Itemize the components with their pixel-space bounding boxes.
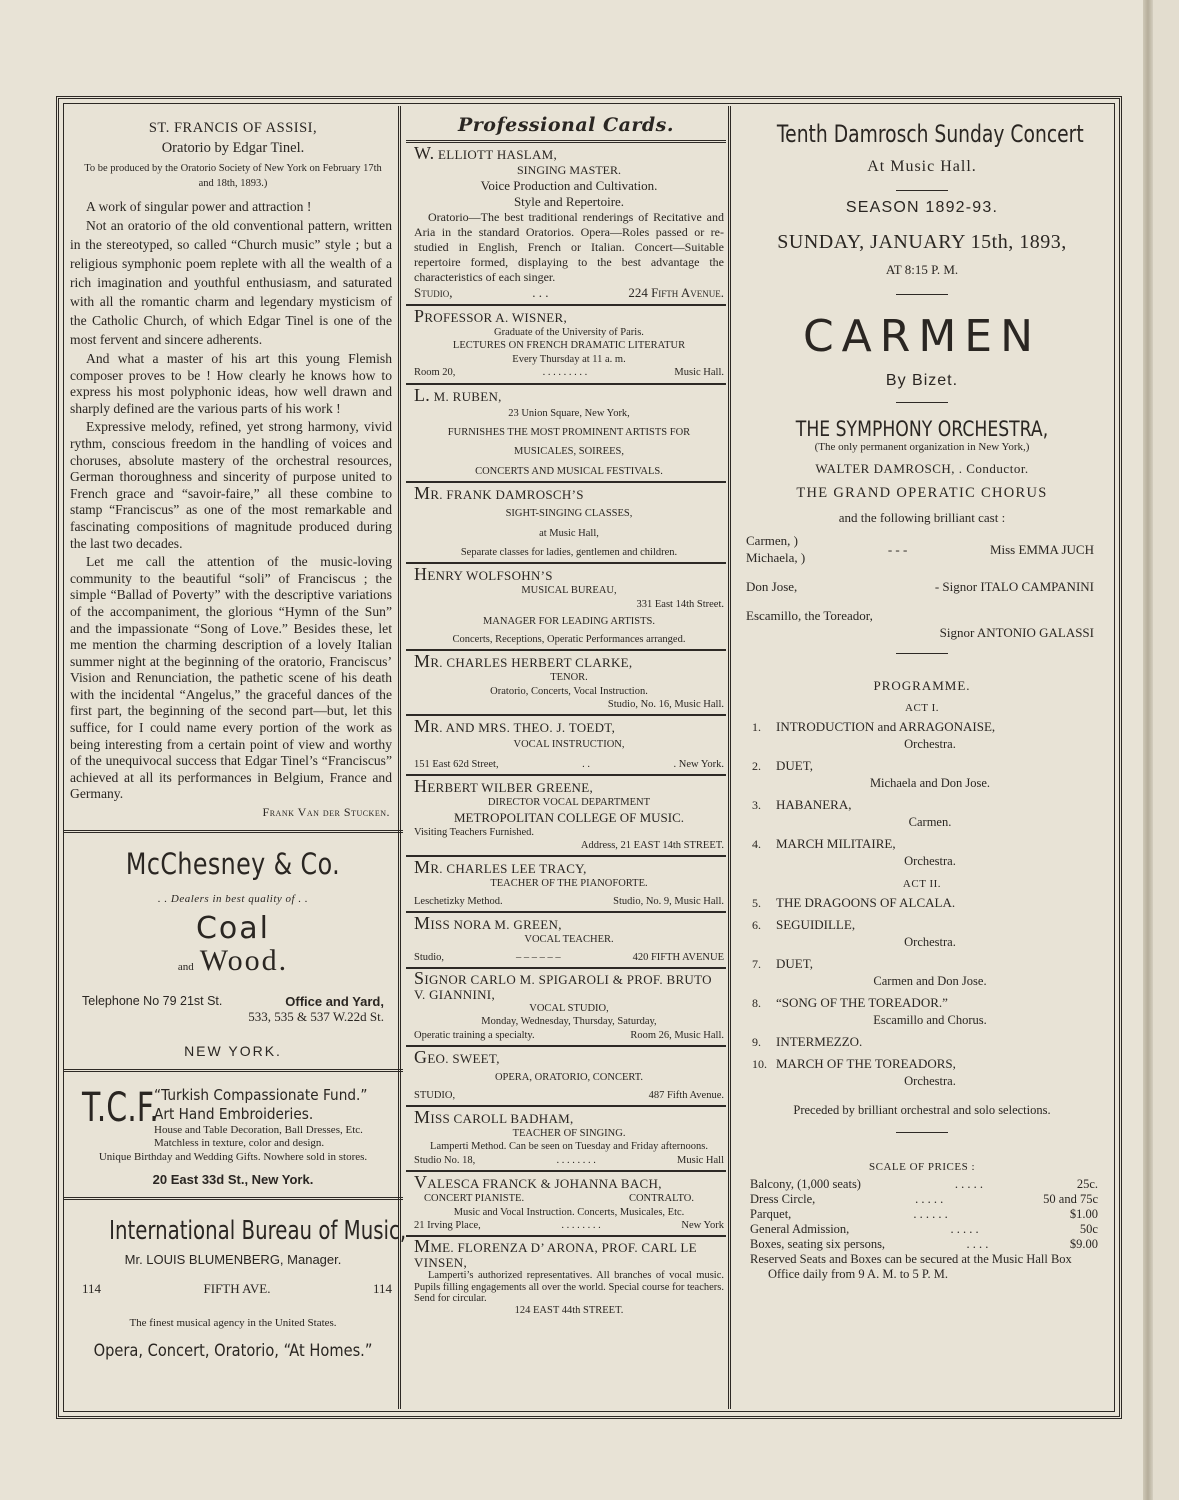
card-name-text: ALESCA FRANCK & JOHANNA BACH, bbox=[427, 1176, 662, 1192]
card-tracy bbox=[406, 857, 726, 913]
programme-item bbox=[736, 1055, 1108, 1090]
price-label: Dress Circle, bbox=[750, 1192, 816, 1206]
card-name bbox=[414, 566, 724, 584]
card-name bbox=[414, 485, 724, 503]
card-address-row bbox=[414, 1089, 724, 1102]
card-name-text: ELLIOTT HASLAM, bbox=[434, 147, 558, 162]
programme-item-line bbox=[752, 796, 1108, 814]
chorus: THE GRAND OPERATIC CHORUS bbox=[796, 485, 1048, 501]
short-rule bbox=[896, 294, 948, 295]
card-line: Graduate of the University of Paris. bbox=[494, 327, 644, 338]
ibm-services: Opera, Concert, Oratorio, “At Homes.” bbox=[93, 1341, 373, 1362]
card-line: Voice Production and Cultivation. bbox=[480, 178, 658, 193]
card-ruben bbox=[406, 385, 726, 484]
left-column bbox=[70, 106, 407, 1362]
card-studio-label: STUDIO, bbox=[414, 1089, 456, 1101]
programme-items-act1 bbox=[736, 718, 1108, 870]
card-name bbox=[414, 859, 724, 877]
price-value: 50c bbox=[1079, 1222, 1098, 1236]
card-studio-label: Studio, bbox=[414, 285, 453, 300]
card-place: Music Hall bbox=[677, 1154, 724, 1166]
price-dots: . . . . . bbox=[915, 1192, 944, 1206]
mcchesney-contact-row bbox=[70, 994, 396, 1009]
card-badham bbox=[406, 1107, 726, 1172]
article-paragraph: Not an oratorio of the old conventional pattern, written in the stereotyped, so called “Church music” style ; but a religious symphonic poem replete with all the wealth of a rich imagination and youthful enthusiasm, and saturated with all the romantic charm and legendary mysticism of the Catholic Church, of which Edgar Tinel is one of the most fervent and sincere adherents. bbox=[70, 218, 392, 347]
price-dots: . . . . . bbox=[950, 1222, 979, 1236]
mcchesney-coal: Coal bbox=[195, 911, 271, 947]
programme-item-title: MARCH MILITAIRE, bbox=[776, 836, 896, 851]
programme-item-line bbox=[752, 955, 1108, 973]
card-name-text: R. AND MRS. THEO. J. TOEDT, bbox=[430, 720, 616, 736]
price-row bbox=[750, 1207, 1098, 1222]
ibm-manager: Mr. LOUIS BLUMENBERG, Manager. bbox=[124, 1252, 342, 1268]
card-wolfsohn bbox=[406, 564, 726, 651]
programme-item-number: 7. bbox=[752, 957, 761, 971]
mcchesney-name: McChesney & Co. bbox=[125, 847, 341, 882]
tcf-embroideries: Art Hand Embroideries. bbox=[154, 1105, 314, 1124]
card-dots: . . . . . . . . bbox=[556, 1154, 596, 1166]
card-line: Style and Repertoire. bbox=[513, 194, 625, 209]
mcchesney-city: NEW YORK. bbox=[184, 1043, 282, 1060]
cast-role: Escamillo, the Toreador, bbox=[746, 608, 873, 623]
card-address: 21 Irving Place, bbox=[414, 1220, 481, 1232]
programme-item-title: THE DRAGOONS OF ALCALA. bbox=[776, 895, 956, 910]
price-row bbox=[750, 1177, 1098, 1192]
mcchesney-phone: Telephone No 79 21st St. bbox=[82, 994, 223, 1009]
price-dots: . . . . bbox=[966, 1237, 989, 1251]
card-name-initial: M bbox=[414, 483, 431, 504]
card-line: Studio, No. 16, Music Hall. bbox=[607, 698, 724, 710]
price-scale-title: SCALE OF PRICES : bbox=[869, 1161, 975, 1173]
card-name bbox=[414, 1236, 724, 1271]
card-name bbox=[414, 1049, 724, 1067]
ibm-number-right: 114 bbox=[372, 1281, 392, 1297]
card-dots: . . bbox=[582, 758, 590, 770]
card-name-initial: W. bbox=[414, 143, 435, 163]
card-line: 331 East 14th Street. bbox=[636, 598, 724, 610]
programme-item bbox=[736, 757, 1108, 792]
card-name-text: ME. FLORENZA D’ ARONA, PROF. CARL LE VINSEN, bbox=[414, 1240, 697, 1271]
programme-item bbox=[736, 994, 1108, 1029]
conductor: WALTER DAMROSCH, . Conductor. bbox=[815, 461, 1029, 476]
column-rule-right bbox=[728, 106, 731, 1409]
price-value: 25c. bbox=[1076, 1177, 1098, 1191]
card-method: Leschetizky Method. bbox=[414, 895, 503, 907]
article-note: To be produced by the Oratorio Society of New York on February 17th and 18th, 1893.) bbox=[84, 163, 382, 189]
card-line: SIGHT-SINGING CLASSES, bbox=[505, 508, 633, 520]
card-roles-row bbox=[414, 1192, 724, 1205]
card-address-row bbox=[414, 1029, 724, 1042]
card-line: Monday, Wednesday, Thursday, Saturday, bbox=[481, 1016, 657, 1028]
price-value: $9.00 bbox=[1069, 1237, 1098, 1251]
programme-item-number: 9. bbox=[752, 1035, 761, 1049]
ibm-ad bbox=[70, 1216, 407, 1362]
opera-composer: By Bizet. bbox=[885, 372, 959, 389]
card-line: SINGING MASTER. bbox=[516, 163, 621, 177]
price-label: Balcony, (1,000 seats) bbox=[750, 1177, 861, 1191]
card-name-text: ISS CAROLL BADHAM, bbox=[430, 1111, 574, 1126]
card-address-row bbox=[414, 758, 724, 771]
card-address-row bbox=[414, 1154, 724, 1167]
article-paragraph: Expressive melody, refined, yet strong harmony, vivid rythm, conscious freedom in the handling of voices and choruses, absolute mastery of the orchestral resources, German thoroughness and sincerity of purpose united to French grace and “savoir-faire,” all these combine to stamp “Franciscus” as one of the most remarkable and fascinating compositions of magnitude produced during the last two decades. bbox=[70, 419, 392, 551]
card-name-initial: P bbox=[414, 306, 425, 326]
card-line: FURNISHES THE MOST PROMINENT ARTISTS FOR bbox=[447, 427, 691, 439]
programme-item-title: HABANERA, bbox=[776, 797, 852, 812]
card-name-text: ERBERT WILBER GREENE, bbox=[427, 780, 594, 796]
card-line: Address, 21 EAST 14th STREET. bbox=[580, 839, 724, 851]
professional-cards-title: Professional Cards. bbox=[457, 114, 674, 136]
card-name-initial: M bbox=[414, 913, 431, 934]
card-name bbox=[414, 718, 724, 736]
act-heading: ACT II. bbox=[902, 878, 942, 890]
column-rule-left bbox=[398, 106, 401, 1409]
card-wisner bbox=[406, 306, 726, 385]
programme-item-line bbox=[752, 718, 1108, 736]
price-row bbox=[750, 1237, 1098, 1252]
programme-note: Preceded by brilliant orchestral and solo selections. bbox=[793, 1103, 1051, 1117]
card-name-initial: M bbox=[414, 1107, 431, 1127]
card-name bbox=[414, 653, 724, 671]
programme-item bbox=[736, 718, 1108, 753]
programme-item-number: 8. bbox=[752, 996, 761, 1010]
cast-row-juch bbox=[746, 532, 1094, 566]
tcf-fund-name: “Turkish Compassionate Fund.” bbox=[154, 1086, 368, 1105]
concert-season: SEASON 1892-93. bbox=[845, 199, 999, 216]
card-clarke bbox=[406, 651, 726, 716]
right-column bbox=[736, 106, 1108, 1282]
tcf-description: House and Table Decoration, Ball Dresses, Etc. Matchless in texture, color and design. bbox=[154, 1124, 363, 1150]
card-name-initial: G bbox=[414, 1047, 428, 1068]
cast-intro: and the following brilliant cast : bbox=[838, 510, 1006, 525]
concert-venue: At Music Hall. bbox=[867, 158, 977, 175]
price-label: Boxes, seating six persons, bbox=[750, 1237, 886, 1251]
short-rule bbox=[896, 190, 948, 191]
programme-item-performers: Orchestra. bbox=[904, 1074, 956, 1088]
card-name-text: R. CHARLES LEE TRACY, bbox=[430, 861, 587, 877]
card-description: Oratorio—The best traditional renderings of Recitative and Aria in the standard Oratorios. Opera—Roles passed or re-studied in English, French or Italian. Concert—Suitable repertoire formed, displaying to the best advantage the characteristics of each singer. bbox=[414, 210, 724, 284]
card-name-initial: M bbox=[414, 857, 431, 878]
programme-item bbox=[736, 916, 1108, 951]
price-value: $1.00 bbox=[1069, 1207, 1098, 1221]
programme-item bbox=[736, 955, 1108, 990]
cast-singer: - Signor ITALO CAMPANINI bbox=[934, 579, 1094, 594]
card-spigaroli bbox=[406, 969, 726, 1047]
reserved-seats-note: Reserved Seats and Boxes can be secured at the Music Hall Box Office daily from 9 A. M. to 5 P. M. bbox=[750, 1252, 1072, 1281]
programme-item-performers: Orchestra. bbox=[904, 854, 956, 868]
card-name-text: R. CHARLES HERBERT CLARKE, bbox=[430, 655, 633, 671]
tcf-logo: T.C.F. bbox=[82, 1085, 159, 1132]
concert-title: Tenth Damrosch Sunday Concert bbox=[776, 120, 1084, 148]
card-line: VOCAL INSTRUCTION, bbox=[513, 739, 625, 751]
programme-item-performers: Orchestra. bbox=[904, 737, 956, 751]
programme-item-performers: Escamillo and Chorus. bbox=[873, 1013, 987, 1027]
article-title: ST. FRANCIS OF ASSISI, bbox=[148, 120, 318, 136]
programme-item bbox=[736, 894, 1108, 912]
card-name-initial: H bbox=[414, 776, 428, 797]
short-rule bbox=[896, 1132, 948, 1133]
card-name-text: R. FRANK DAMROSCH’S bbox=[430, 487, 584, 503]
cast-role: Don Jose, bbox=[746, 579, 798, 594]
card-room: Room 20, bbox=[414, 367, 456, 379]
card-line: LECTURES ON FRENCH DRAMATIC LITERATUR bbox=[452, 340, 686, 352]
tcf-address: 20 East 33d St., New York. bbox=[152, 1172, 314, 1188]
article-subtitle: Oratorio by Edgar Tinel. bbox=[161, 140, 305, 156]
tcf-text bbox=[154, 1086, 397, 1150]
card-line: Oratorio, Concerts, Vocal Instruction. bbox=[490, 685, 648, 697]
price-label: General Admission, bbox=[750, 1222, 850, 1236]
card-name-initial: M bbox=[414, 1236, 431, 1257]
card-name bbox=[414, 778, 724, 796]
orchestra-name: THE SYMPHONY ORCHESTRA, bbox=[795, 417, 1049, 441]
article-paragraph: Let me call the attention of the music-loving community to the beautiful “soli” of Franciscus ; the simple “Ballad of Poverty” with the descriptive variations of the accompaniment, the glorious “Hymn of the Sun” and the impassionate “Song of Love.” Besides these, let me mention the charming description of a lovely Italian summer night at the beginning of the oratorio, Franciscus’ Vision and Renunciation, the pathetic scene of his death with the incidental “Angelus,” the graceful dances of the first part, the beginning of the second part—but, let this suffice, for I could name every portion of the work as being interesting from a certain point of view and worthy of the unequivocal success that Edgar Tinel’s “Franciscus” achieved at all its performances in Belgium, France and Germany. bbox=[70, 554, 392, 802]
cast-role: Michaela, ) bbox=[746, 550, 806, 565]
card-address-row bbox=[414, 366, 724, 379]
card-line: TEACHER OF SINGING. bbox=[512, 1128, 626, 1139]
card-green bbox=[406, 913, 726, 969]
card-line: Separate classes for ladies, gentlemen and children. bbox=[460, 547, 678, 559]
card-name-initial: S bbox=[414, 967, 425, 988]
article-paragraph: A work of singular power and attraction ! bbox=[86, 199, 312, 214]
programme-item-number: 10. bbox=[752, 1057, 767, 1071]
card-line: MUSICALES, SOIREES, bbox=[514, 446, 624, 458]
card-name-text: ROFESSOR A. WISNER, bbox=[424, 310, 568, 325]
card-address-row bbox=[414, 1219, 724, 1232]
card-address: 151 East 62d Street, bbox=[414, 758, 499, 770]
article-paragraph: And what a master of his art this young Flemish composer proves to be ! How clearly he knows how to express his most polyphonic ideas, how well drawn and sharply defined are the various parts of his work ! bbox=[70, 351, 392, 416]
short-rule bbox=[896, 402, 948, 403]
programme-item bbox=[736, 835, 1108, 870]
programme-item-performers: Carmen. bbox=[908, 815, 952, 829]
card-name bbox=[414, 967, 724, 1002]
card-name-initial: L. bbox=[414, 384, 431, 405]
card-name bbox=[414, 915, 724, 933]
card-name-text: EO. SWEET, bbox=[427, 1051, 500, 1067]
card-line: METROPOLITAN COLLEGE OF MUSIC. bbox=[453, 809, 685, 825]
tcf-header bbox=[70, 1086, 396, 1150]
section-divider bbox=[63, 830, 403, 833]
programme-item-title: “SONG OF THE TOREADOR.” bbox=[776, 995, 948, 1010]
programme-item-title: DUET, bbox=[776, 758, 813, 773]
programme-item-title: INTRODUCTION and ARRAGONAISE, bbox=[776, 719, 996, 734]
ibm-street: FIFTH AVE. bbox=[203, 1281, 271, 1297]
card-line: CONCERTS AND MUSICAL FESTIVALS. bbox=[475, 465, 663, 477]
mcchesney-ad bbox=[70, 847, 396, 1059]
card-address: 124 EAST 44th STREET. bbox=[514, 1304, 624, 1316]
programme-item-number: 2. bbox=[752, 759, 761, 773]
programme-item-title: DUET, bbox=[776, 956, 813, 971]
middle-column bbox=[406, 106, 726, 1319]
card-address: 224 Fifth Avenue. bbox=[628, 285, 724, 300]
card-greene bbox=[406, 776, 726, 857]
mcchesney-office: Office and Yard, bbox=[285, 994, 384, 1010]
section-divider bbox=[63, 1197, 403, 1200]
card-sweet bbox=[406, 1047, 726, 1107]
ibm-address-row bbox=[70, 1281, 396, 1297]
card-role: CONTRALTO. bbox=[628, 1193, 694, 1205]
card-damrosch bbox=[406, 483, 726, 564]
programme-item-line bbox=[752, 916, 1108, 934]
card-arona bbox=[406, 1237, 726, 1319]
card-city: New York bbox=[681, 1220, 724, 1232]
tcf-gifts: Unique Birthday and Wedding Gifts. Nowhere sold in stores. bbox=[98, 1151, 368, 1164]
tcf-ad bbox=[70, 1086, 396, 1187]
card-name-initial: H bbox=[414, 564, 428, 585]
card-name bbox=[414, 1109, 724, 1127]
card-line: at Music Hall, bbox=[539, 527, 599, 539]
mcchesney-dealers: . . Dealers in best quality of . . bbox=[157, 893, 309, 906]
card-line: MUSICAL BUREAU, bbox=[521, 585, 617, 597]
card-line: Music and Vocal Instruction. Concerts, Musicales, Etc. bbox=[453, 1206, 685, 1218]
programme-item-line bbox=[752, 835, 1108, 853]
mcchesney-wood: Wood. bbox=[199, 944, 289, 978]
card-line: DIRECTOR VOCAL DEPARTMENT bbox=[487, 797, 651, 809]
programme-item bbox=[736, 1033, 1108, 1051]
card-dots: . . . . . . . . bbox=[561, 1220, 601, 1232]
card-address-row bbox=[414, 951, 724, 964]
programme-item-number: 4. bbox=[752, 837, 761, 851]
cast-list bbox=[736, 532, 1108, 641]
card-line: VOCAL TEACHER. bbox=[524, 934, 614, 946]
card-line: Visiting Teachers Furnished. bbox=[414, 826, 535, 838]
price-label: Parquet, bbox=[750, 1207, 792, 1221]
card-address: Room 26, Music Hall. bbox=[630, 1029, 724, 1041]
article-signature: Frank Van der Stucken. bbox=[262, 805, 390, 820]
programme-item-performers: Orchestra. bbox=[904, 935, 956, 949]
card-studio-label: Studio, bbox=[414, 951, 445, 963]
oratorio-article bbox=[70, 120, 396, 820]
programme-items-act2 bbox=[736, 894, 1108, 1090]
card-line: VOCAL STUDIO, bbox=[529, 1002, 609, 1014]
card-name bbox=[414, 384, 724, 405]
programme-item-line bbox=[752, 1033, 1108, 1051]
card-name-text: ENRY WOLFSOHN’S bbox=[427, 568, 553, 584]
programme-item-number: 5. bbox=[752, 896, 761, 910]
card-name bbox=[414, 1174, 724, 1192]
programme-item-performers: Carmen and Don Jose. bbox=[873, 974, 987, 988]
card-name-text: M. RUBEN, bbox=[430, 388, 502, 404]
page-fold bbox=[1143, 0, 1153, 1500]
card-line: Every Thursday at 11 a. m. bbox=[512, 353, 626, 365]
programme-item-line bbox=[752, 894, 1108, 912]
card-place: Music Hall. bbox=[674, 367, 724, 379]
concert-time: AT 8:15 P. M. bbox=[885, 262, 959, 277]
card-address-row bbox=[414, 895, 724, 908]
price-row bbox=[750, 1222, 1098, 1237]
concert-date: SUNDAY, JANUARY 15th, 1893, bbox=[777, 231, 1067, 253]
card-name-text: IGNOR CARLO M. SPIGAROLI & PROF. BRUTO V. GIANNINI, bbox=[414, 971, 712, 1002]
card-name bbox=[414, 308, 724, 326]
programme-item-line bbox=[752, 757, 1108, 775]
ibm-name: International Bureau of Music, bbox=[109, 1216, 407, 1247]
card-line: 23 Union Square, New York, bbox=[508, 407, 630, 419]
card-name bbox=[414, 145, 724, 163]
programme-item-line bbox=[752, 994, 1108, 1012]
next-page-edge bbox=[1153, 0, 1179, 1500]
card-address: 420 FIFTH AVENUE bbox=[632, 951, 724, 963]
card-dots: – – – – – – bbox=[516, 951, 561, 963]
price-row bbox=[750, 1192, 1098, 1207]
price-list bbox=[736, 1177, 1108, 1282]
cast-row-campanini bbox=[746, 578, 1094, 595]
mcchesney-address: 533, 535 & 537 W.22d St. bbox=[248, 1009, 384, 1025]
card-line: TEACHER OF THE PIANOFORTE. bbox=[490, 878, 648, 890]
programme-item-title: MARCH OF THE TOREADORS, bbox=[776, 1056, 956, 1071]
card-name-initial: M bbox=[414, 716, 431, 737]
card-dots: . . . bbox=[532, 285, 549, 300]
programme-item-title: SEGUIDILLE, bbox=[776, 917, 856, 932]
cast-roles bbox=[746, 532, 805, 566]
programme-item-line bbox=[752, 1055, 1108, 1073]
mcchesney-wood-line bbox=[70, 944, 396, 978]
card-description: Lamperti’s authorized representatives. All branches of vocal music. Pupils filling engagements all over the world. Special course for teachers. Send for circular. bbox=[414, 1270, 724, 1305]
card-address: Studio, No. 9, Music Hall. bbox=[613, 895, 724, 907]
ibm-number-left: 114 bbox=[82, 1281, 102, 1297]
card-haslam bbox=[406, 143, 726, 306]
price-dots: . . . . . bbox=[954, 1177, 983, 1191]
card-studio-label: Studio No. 18, bbox=[414, 1154, 476, 1166]
ibm-description: The finest musical agency in the United States. bbox=[129, 1317, 337, 1330]
card-address: 487 Fifth Avenue. bbox=[648, 1089, 724, 1101]
programme-item-number: 6. bbox=[752, 918, 761, 932]
programme-item bbox=[736, 796, 1108, 831]
cast-singer: Miss EMMA JUCH bbox=[989, 541, 1094, 557]
card-address-row bbox=[414, 285, 724, 301]
card-line: Lamperti Method. Can be seen on Tuesday and Friday afternoons. bbox=[430, 1141, 708, 1153]
card-toedt bbox=[406, 716, 726, 776]
price-value: 50 and 75c bbox=[1043, 1192, 1098, 1206]
cast-singer: Signor ANTONIO GALASSI bbox=[939, 625, 1094, 640]
card-dots: . . . . . . . . . bbox=[542, 367, 588, 379]
act-heading: ACT I. bbox=[905, 702, 939, 714]
programme-item-title: INTERMEZZO. bbox=[776, 1034, 863, 1049]
programme-item-number: 1. bbox=[752, 720, 761, 734]
card-line: Concerts, Receptions, Operatic Performances arranged. bbox=[452, 633, 686, 645]
card-line: TENOR. bbox=[550, 672, 588, 684]
card-name-initial: M bbox=[414, 651, 431, 672]
price-dots: . . . . . . bbox=[913, 1207, 948, 1221]
cast-role: Carmen, ) bbox=[746, 533, 798, 548]
card-name-text: ISS NORA M. GREEN, bbox=[430, 917, 562, 933]
orchestra-note: (The only permanent organization in New York,) bbox=[814, 441, 1030, 453]
programme-title: PROGRAMME. bbox=[873, 678, 971, 693]
card-role: CONCERT PIANISTE. bbox=[424, 1193, 525, 1205]
programme-item-number: 3. bbox=[752, 798, 761, 812]
card-line: OPERA, ORATORIO, CONCERT. bbox=[494, 1072, 644, 1084]
card-name-initial: V bbox=[414, 1172, 428, 1193]
card-specialty: Operatic training a specialty. bbox=[414, 1029, 535, 1041]
card-city: . New York. bbox=[673, 758, 724, 770]
opera-title: CARMEN bbox=[802, 311, 1042, 362]
cast-dash: - - - bbox=[887, 541, 908, 557]
section-divider bbox=[63, 1069, 403, 1072]
mcchesney-and: and bbox=[177, 961, 194, 974]
short-rule bbox=[896, 653, 948, 654]
programme-item-performers: Michaela and Don Jose. bbox=[869, 776, 991, 790]
card-line: MANAGER FOR LEADING ARTISTS. bbox=[482, 616, 656, 628]
card-franck bbox=[406, 1172, 726, 1237]
